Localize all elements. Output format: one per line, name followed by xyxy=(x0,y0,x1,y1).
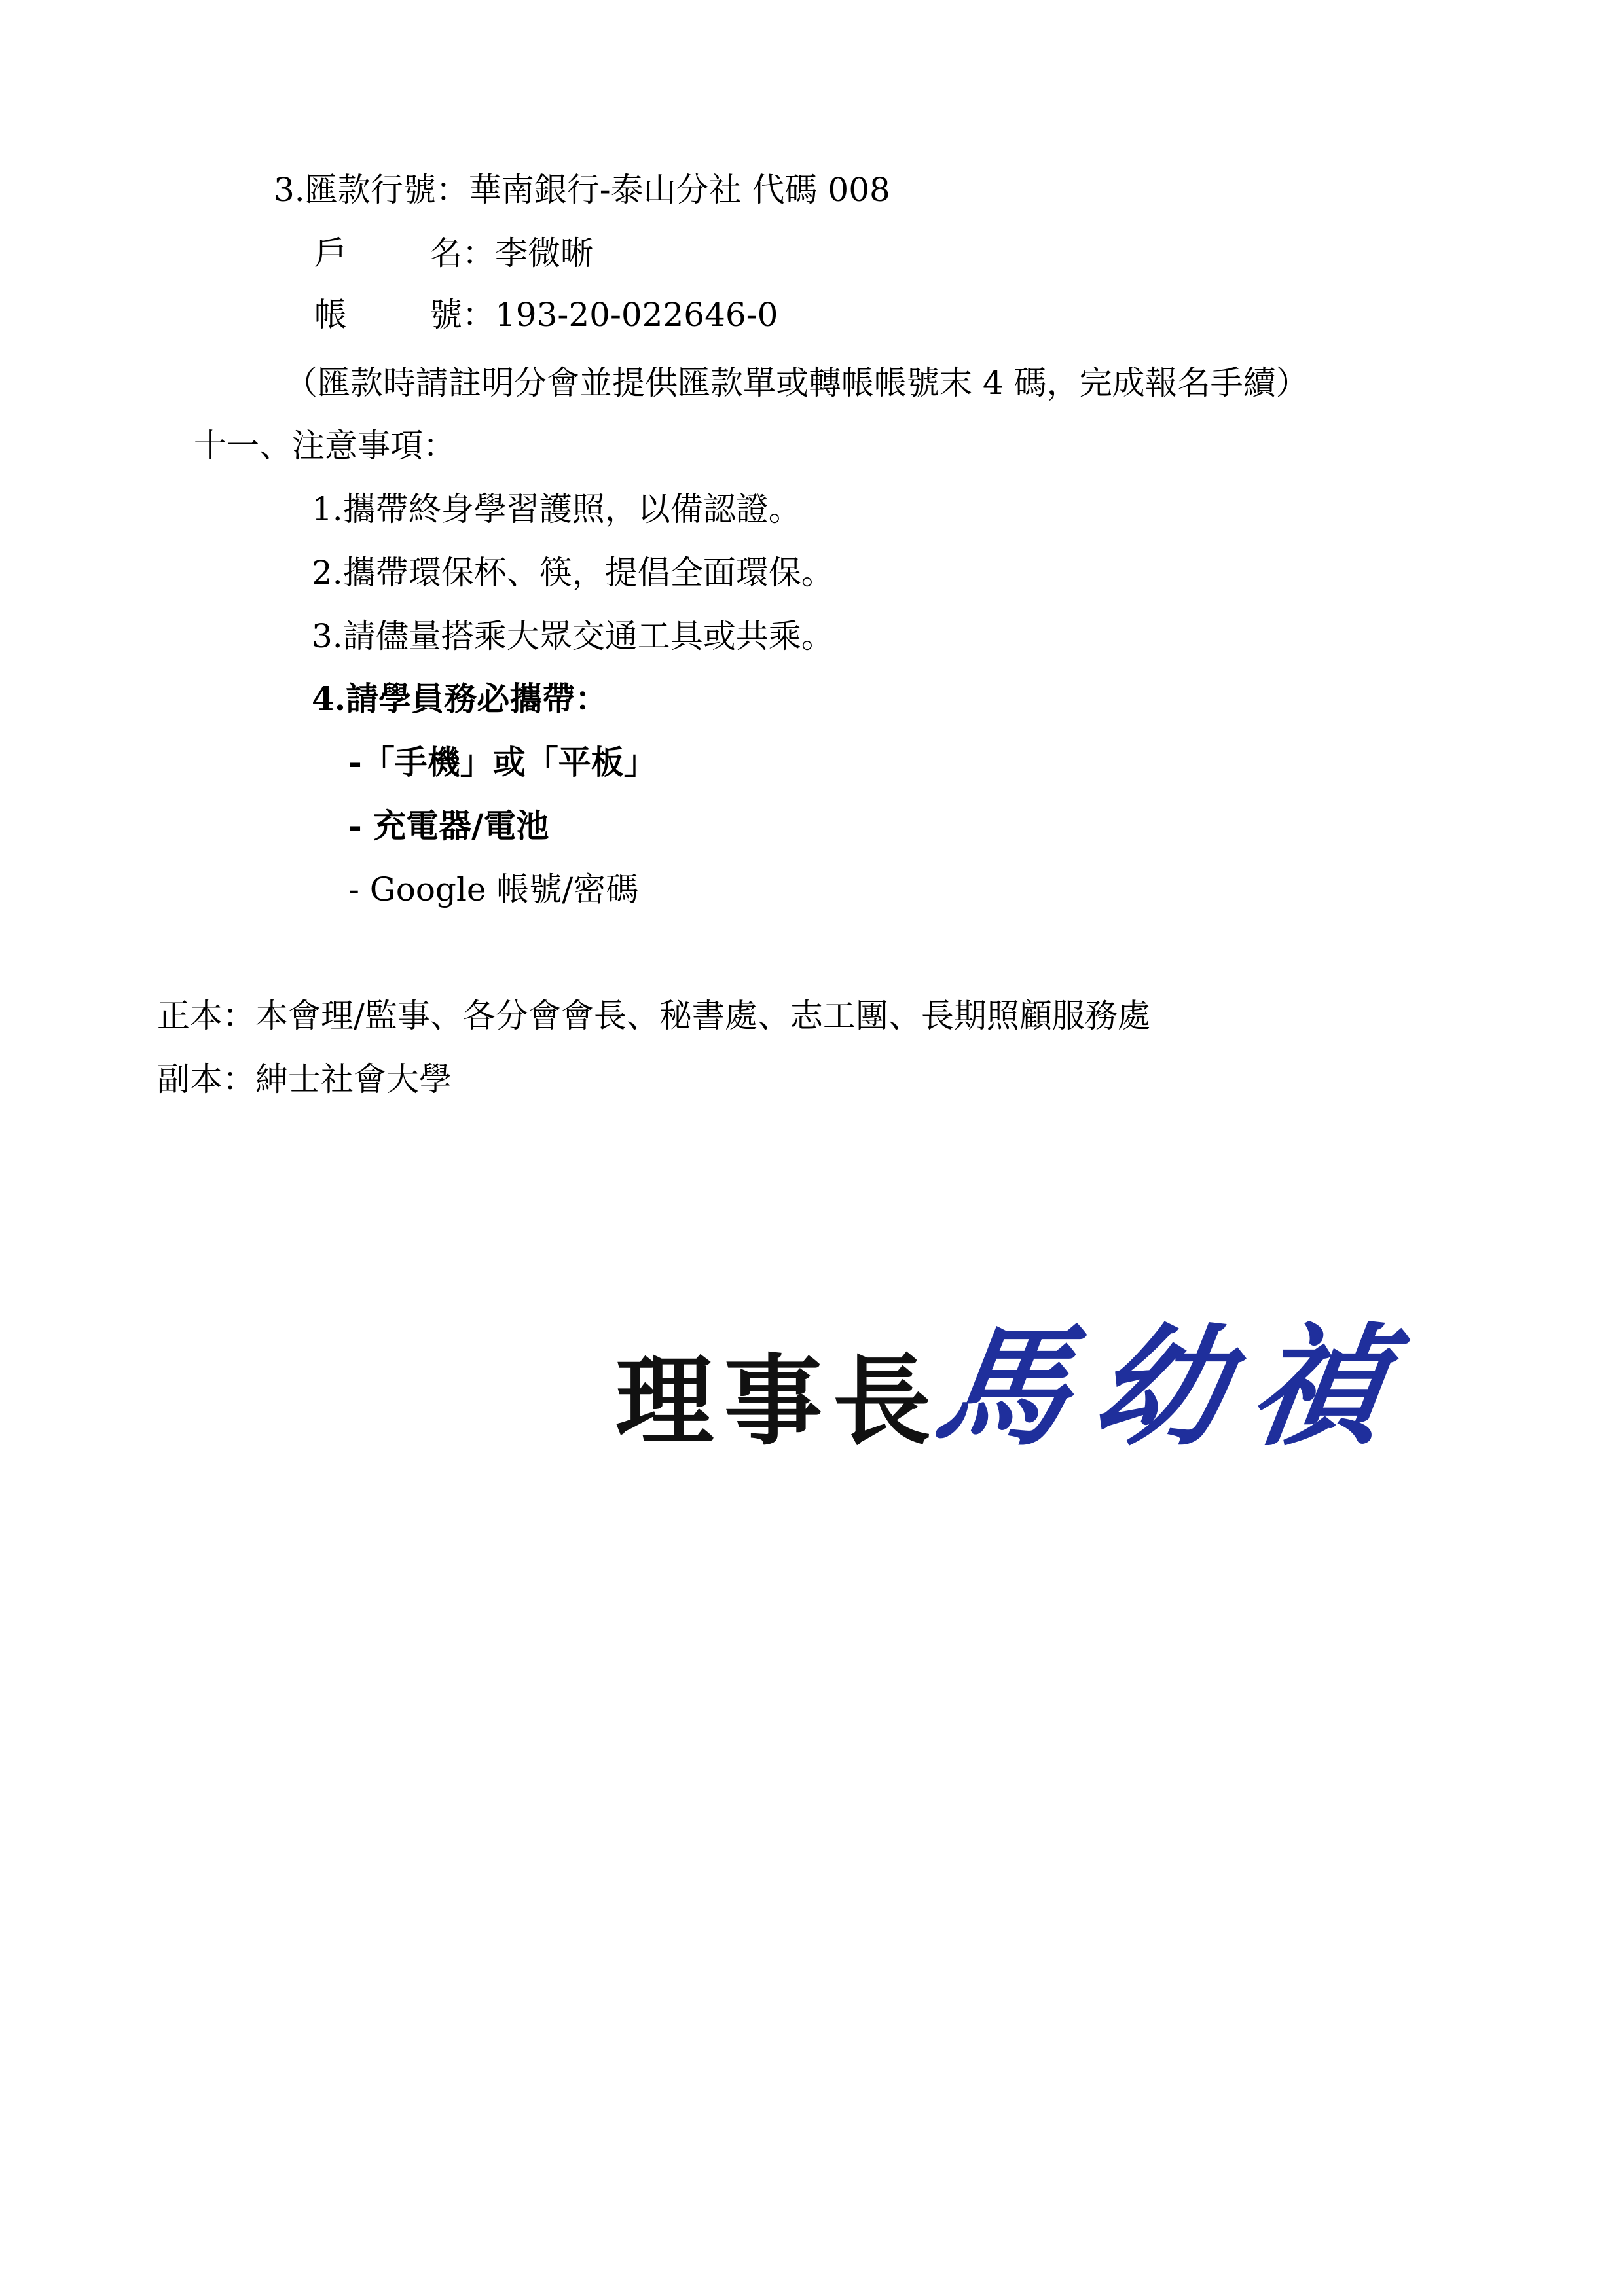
signature-seal xyxy=(615,1283,1467,1464)
account-value: 193-20-022646-0 xyxy=(495,296,778,334)
notice-subitem-1: -「手機」或「平板」 xyxy=(348,743,657,781)
distribution-original: 正本：本會理/監事、各分會會長、秘書處、志工團、長期照顧服務處 xyxy=(157,997,1150,1035)
holder-label-char: 戶 xyxy=(314,234,347,272)
signature-name: 馬幼禎 xyxy=(927,1310,1421,1464)
account-label-rest: 號： xyxy=(429,296,495,334)
notice-item-3: 3.請儘量搭乘大眾交通工具或共乘。 xyxy=(312,617,834,655)
distribution-copy: 副本：紳士社會大學 xyxy=(157,1060,452,1098)
notice-item-2: 2.攜帶環保杯、筷，提倡全面環保。 xyxy=(312,554,834,592)
notice-item-1: 1.攜帶終身學習護照，以備認證。 xyxy=(312,490,801,528)
bank-line xyxy=(274,167,890,213)
notice-heading: 十一、注意事項： xyxy=(194,427,456,465)
holder-label-rest: 名： xyxy=(429,234,495,272)
notice-item-4: 4.請學員務必攜帶： xyxy=(312,679,608,718)
bank-label: 3.匯款行號： xyxy=(274,171,469,209)
remittance-note: （匯款時請註明分會並提供匯款單或轉帳帳號末 4 碼，完成報名手續） xyxy=(285,364,1309,402)
account-label-char: 帳 xyxy=(314,296,347,334)
account-holder-line xyxy=(314,230,593,276)
account-number-line xyxy=(314,292,778,338)
holder-value: 李微晰 xyxy=(495,234,593,272)
bank-value: 華南銀行-泰山分社 代碼 008 xyxy=(468,171,890,209)
notice-subitem-2: - 充電器/電池 xyxy=(348,806,549,845)
notice-subitem-3: - Google 帳號/密碼 xyxy=(348,870,639,908)
signature-title: 理事長 xyxy=(615,1344,942,1459)
